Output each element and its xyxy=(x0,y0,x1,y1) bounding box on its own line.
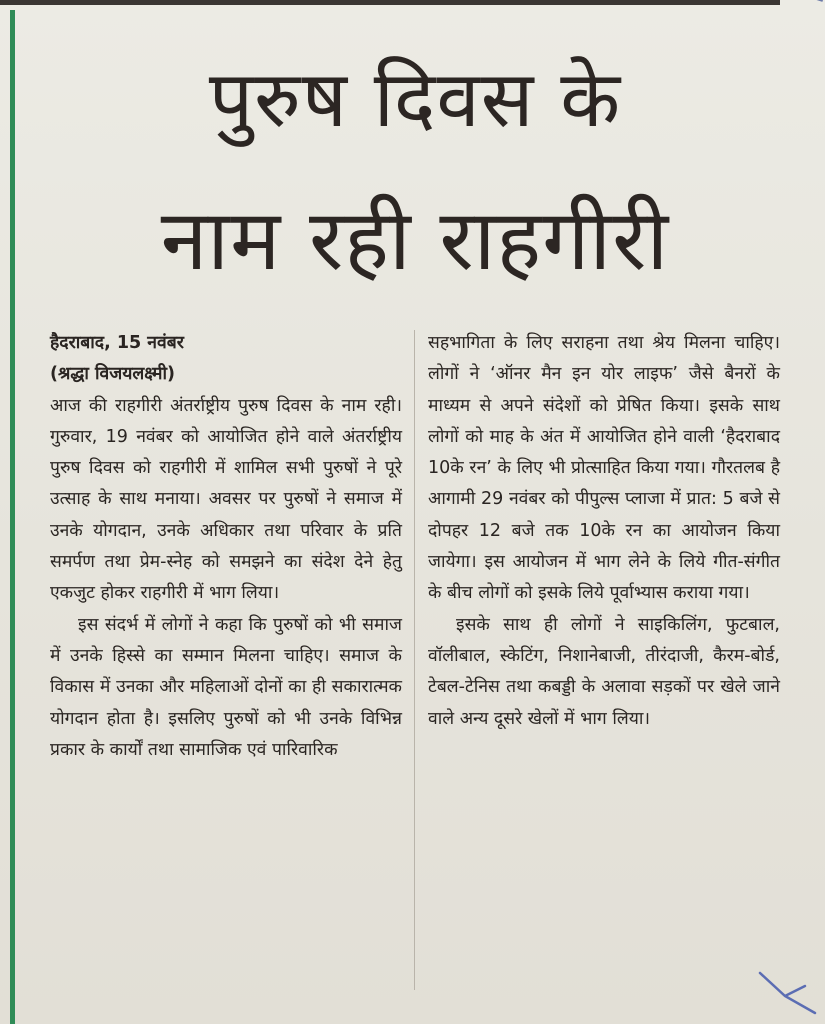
article-paragraph: सहभागिता के लिए सराहना तथा श्रेय मिलना चाहिए। लोगों ने ‘ऑनर मैन इन योर लाइफ’ जैसे बैनरों के माध्यम से अपने संदेशों को प्रेषित किया। इसके साथ लोगों को माह के अंत में आयोजित होने वाली ‘हैदराबाद 10के रन’ के लिए भी प्रोत्साहित किया गया। गौरतलब है आगामी 29 नवंबर को पीपुल्स प्लाजा में प्रात: 5 बजे से दोपहर 12 बजे तक 10के रन का आयोजन किया जायेगा। इस आयोजन में भाग लेने के लिये गीत-संगीत के बीच लोगों को इसके लिये पूर्वाभ्यास कराया गया। xyxy=(428,333,780,604)
article-paragraph: इस संदर्भ में लोगों ने कहा कि पुरुषों को भी समाज में उनके हिस्से का सम्मान मिलना चाहिए। समाज के विकास में उनका और महिलाओं दोनों का ही सकारात्मक योगदान होता है। इसलिए पुरुषों को भी उनके विभिन्न प्रकार के कार्यों तथा सामाजिक एवं पारिवारिक xyxy=(50,614,402,760)
article-column-right xyxy=(428,328,780,735)
headline xyxy=(30,30,800,310)
byline: (श्रद्धा विजयलक्ष्मी) xyxy=(50,364,176,385)
headline-line-1: पुरुष दिवस के xyxy=(208,55,622,145)
article-column-left xyxy=(50,328,402,766)
pen-mark-icon xyxy=(740,968,820,1018)
column-divider xyxy=(414,330,415,990)
headline-line-2: नाम रही राहगीरी xyxy=(160,191,670,289)
top-rule xyxy=(0,0,780,5)
article-paragraph: इसके साथ ही लोगों ने साइकिलिंग, फुटबाल, वॉलीबाल, स्केटिंग, निशानेबाजी, तीरंदाजी, कैरम-बोर्ड, टेबल-टेनिस तथा कबड्डी के अलावा सड़कों पर खेले जाने वाले अन्य दूसरे खेलों में भाग लिया। xyxy=(428,614,780,729)
article-paragraph: आज की राहगीरी अंतर्राष्ट्रीय पुरुष दिवस के नाम रही। गुरुवार, 19 नवंबर को आयोजित होने वाले अंतर्राष्ट्रीय पुरुष दिवस को राहगीरी में शामिल सभी पुरुषों ने पूरे उत्साह के साथ मनाया। अवसर पर पुरुषों ने समाज में उनके योगदान, उनके अधिकार तथा परिवार के प्रति समर्पण तथा प्रेम-स्नेह को समझने का संदेश देने हेतु एकजुट होकर राहगीरी में भाग लिया। xyxy=(50,395,402,604)
dateline: हैदराबाद, 15 नवंबर xyxy=(50,333,184,353)
green-border-line xyxy=(10,10,15,1024)
